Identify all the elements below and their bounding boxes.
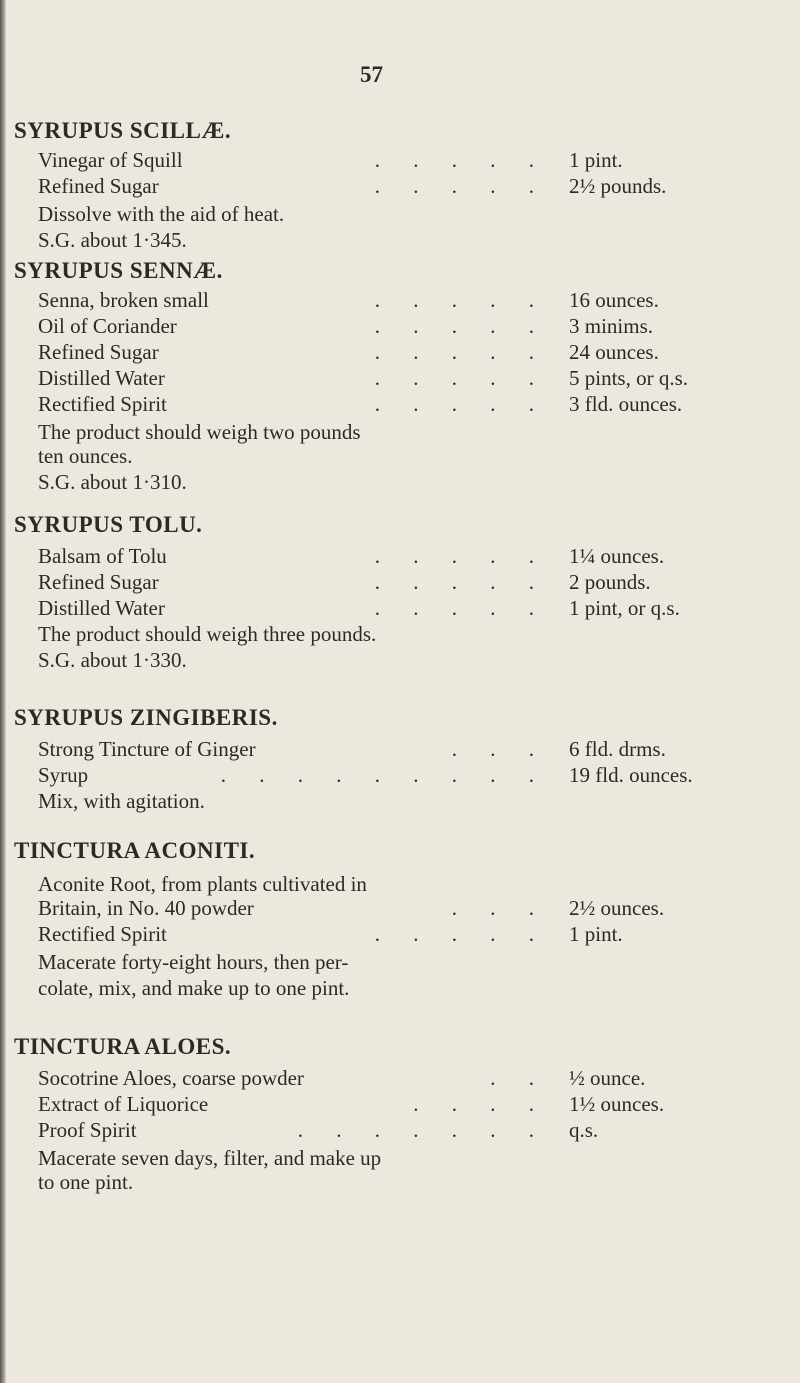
ingredient-quantity: 2½ pounds. [569, 174, 667, 198]
recipe-note: The product should weigh three pounds. [38, 622, 377, 646]
ingredient-row: . . . . . Distilled Water 1 pint, or q.s. [38, 596, 680, 620]
recipe-note: S.G. about 1·310. [38, 470, 187, 494]
ingredient-row: . . . . . Refined Sugar 2 pounds. [38, 570, 651, 594]
ingredient-name: Rectified Spirit [38, 392, 171, 416]
ingredient-row: . . . . . Senna, broken small 16 ounces. [38, 288, 659, 312]
ingredient-name: Socotrine Aloes, coarse powder [38, 1066, 308, 1090]
ingredient-row: . . . . . Distilled Water 5 pints, or q.s. [38, 366, 689, 390]
recipe-title: TINCTURA ACONITI. [14, 838, 256, 863]
ingredient-quantity: 5 pints, or q.s. [569, 366, 689, 390]
recipe-title: TINCTURA ALOES. [14, 1034, 232, 1059]
ingredient-quantity: 1 pint. [569, 922, 623, 946]
ingredient-name: Refined Sugar [38, 174, 163, 198]
ingredient-name: Oil of Coriander [38, 314, 181, 338]
ingredient-name: Distilled Water [38, 366, 169, 390]
recipe-note: Macerate seven days, filter, and make up [38, 1146, 382, 1170]
ingredient-quantity: 1½ ounces. [569, 1092, 665, 1116]
ingredient-name: Distilled Water [38, 596, 169, 620]
ingredient-row: . . . Britain, in No. 40 powder 2½ ounces. [38, 896, 665, 920]
ingredient-row: . . . . . Refined Sugar 24 ounces. [38, 340, 659, 364]
ingredient-name: Rectified Spirit [38, 922, 171, 946]
ingredient-quantity: 19 fld. ounces. [569, 763, 693, 787]
ingredient-name: Syrup [38, 763, 92, 787]
ingredient-quantity: q.s. [569, 1118, 599, 1142]
ingredient-quantity: 2 pounds. [569, 570, 651, 594]
recipe-note: Dissolve with the aid of heat. [38, 202, 285, 226]
ingredient-name: Refined Sugar [38, 340, 163, 364]
ingredient-row: . . . . . Balsam of Tolu 1¼ ounces. [38, 544, 665, 568]
recipe-note: The product should weigh two pounds [38, 420, 361, 444]
recipe-note: S.G. about 1·345. [38, 228, 187, 252]
ingredient-row: . . . . . Rectified Spirit 3 fld. ounces. [38, 392, 683, 416]
recipe-title: SYRUPUS TOLU. [14, 512, 203, 537]
ingredient-name: Britain, in No. 40 powder [38, 896, 258, 920]
ingredient-quantity: 3 fld. ounces. [569, 392, 683, 416]
page-binding-edge [0, 0, 6, 1383]
ingredient-row: . . . . . Oil of Coriander 3 minims. [38, 314, 654, 338]
ingredient-row: . . . . . . . Proof Spirit q.s. [38, 1118, 599, 1142]
recipe-note: to one pint. [38, 1170, 134, 1194]
ingredient-quantity: 3 minims. [569, 314, 654, 338]
recipe-title: SYRUPUS SENNÆ. [14, 258, 223, 283]
ingredient-quantity: 1 pint, or q.s. [569, 596, 680, 620]
ingredient-quantity: 1¼ ounces. [569, 544, 665, 568]
recipe-note: Mix, with agitation. [38, 789, 205, 813]
ingredient-quantity: 24 ounces. [569, 340, 659, 364]
ingredient-row: . . Socotrine Aloes, coarse powder ½ ounce. [38, 1066, 646, 1090]
ingredient-name: Balsam of Tolu [38, 544, 171, 568]
ingredient-quantity: ½ ounce. [569, 1066, 646, 1090]
ingredient-quantity: 16 ounces. [569, 288, 659, 312]
ingredient-row: . . . . . Rectified Spirit 1 pint. [38, 922, 623, 946]
ingredient-quantity: 2½ ounces. [569, 896, 665, 920]
ingredient-quantity: 1 pint. [569, 148, 623, 172]
ingredient-name: Vinegar of Squill [38, 148, 187, 172]
recipe-note: colate, mix, and make up to one pint. [38, 976, 350, 1000]
ingredient-quantity: 6 fld. drms. [569, 737, 666, 761]
ingredient-name: Strong Tincture of Ginger [38, 737, 260, 761]
ingredient-row: . . . . . Refined Sugar 2½ pounds. [38, 174, 667, 198]
recipe-note: Macerate forty-eight hours, then per- [38, 950, 349, 974]
ingredient-name: Senna, broken small [38, 288, 213, 312]
recipe-title: SYRUPUS ZINGIBERIS. [14, 705, 278, 730]
ingredient-row: . . . . . Vinegar of Squill 1 pint. [38, 148, 623, 172]
ingredient-row: . . . . Extract of Liquorice 1½ ounces. [38, 1092, 665, 1116]
ingredient-name: Proof Spirit [38, 1118, 141, 1142]
ingredient-name: Extract of Liquorice [38, 1092, 212, 1116]
recipe-note: ten ounces. [38, 444, 133, 468]
ingredient-name: Refined Sugar [38, 570, 163, 594]
ingredient-row: . . . Strong Tincture of Ginger 6 fld. drms. [38, 737, 666, 761]
page-number: 57 [360, 62, 383, 87]
recipe-note: S.G. about 1·330. [38, 648, 187, 672]
recipe-title: SYRUPUS SCILLÆ. [14, 118, 232, 143]
ingredient-row: . . . . . . . . . Syrup 19 fld. ounces. [38, 763, 693, 787]
recipe-note: Aconite Root, from plants cultivated in [38, 872, 367, 896]
